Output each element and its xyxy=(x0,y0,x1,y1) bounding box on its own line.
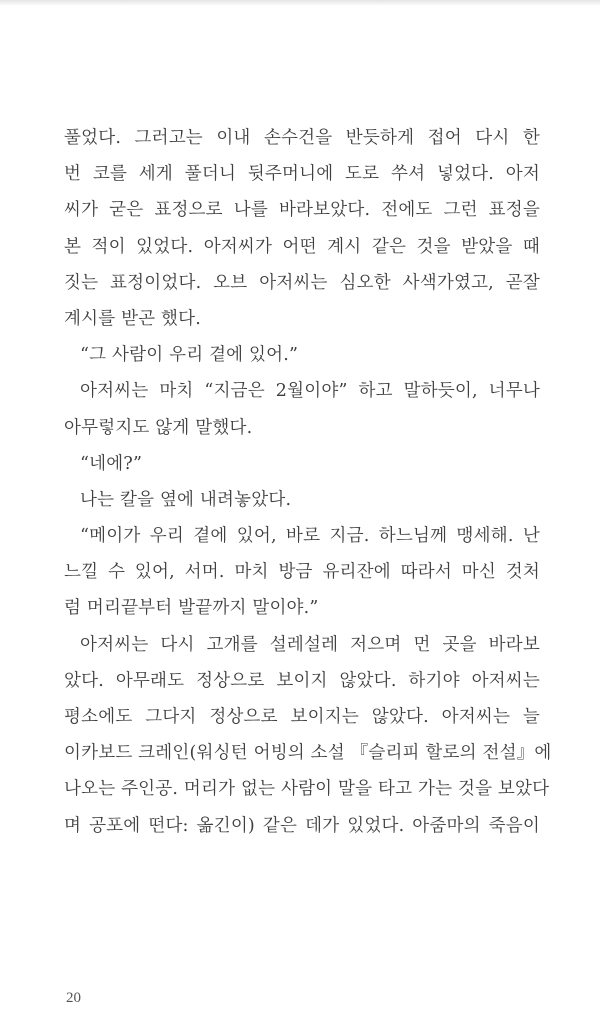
text-line: “메이가 우리 곁에 있어, 바로 지금. 하느님께 맹세해. 난 xyxy=(80,526,540,547)
page-number: 20 xyxy=(66,990,81,1006)
text-line: 아무렇지도 않게 말했다. xyxy=(64,417,253,438)
text-line: 나는 칼을 옆에 내려놓았다. xyxy=(80,489,292,510)
text-line: 나오는 주인공. 머리가 없는 사람이 말을 타고 가는 것을 보았다 xyxy=(64,779,550,800)
text-line: 았다. 아무래도 정상으로 보이지 않았다. 하기야 아저씨는 xyxy=(64,670,540,691)
text-line: 풀었다. 그러고는 이내 손수건을 반듯하게 접어 다시 한 xyxy=(64,128,540,148)
text-line: 짓는 표정이었다. 오브 아저씨는 심오한 사색가였고, 곧잘 xyxy=(64,272,540,293)
text-line: 아저씨는 다시 고개를 설레설레 저으며 먼 곳을 바라보 xyxy=(80,634,540,655)
text-line: 평소에도 그다지 정상으로 보이지는 않았다. 아저씨는 늘 xyxy=(64,707,540,727)
text-line: 번 코를 세게 풀더니 뒷주머니에 도로 쑤셔 넣었다. 아저 xyxy=(64,164,540,185)
text-line: 계시를 받곤 했다. xyxy=(64,308,202,329)
text-line: 아저씨는 마치 “지금은 2월이야” 하고 말하듯이, 너무나 xyxy=(80,381,540,402)
text-line: 며 공포에 떤다: 옮긴이) 같은 데가 있었다. 아줌마의 죽음이 xyxy=(64,815,540,836)
text-line: 씨가 굳은 표정으로 나를 바라보았다. 전에도 그런 표정을 xyxy=(64,200,540,221)
page-body-text xyxy=(64,120,552,844)
text-line: 럼 머리끝부터 발끝까지 말이야.” xyxy=(64,598,319,619)
page-top-edge xyxy=(0,0,600,6)
text-line: 느낄 수 있어, 서머. 마치 방금 유리잔에 따라서 마신 것처 xyxy=(64,562,540,583)
text-line: “네에?” xyxy=(80,453,143,474)
text-line: 이카보드 크레인(워싱턴 어빙의 소설 『슬리피 할로의 전설』에 xyxy=(64,743,552,764)
text-line: “그 사람이 우리 곁에 있어.” xyxy=(80,345,299,366)
text-line: 본 적이 있었다. 아저씨가 어떤 계시 같은 것을 받았을 때 xyxy=(64,236,540,257)
